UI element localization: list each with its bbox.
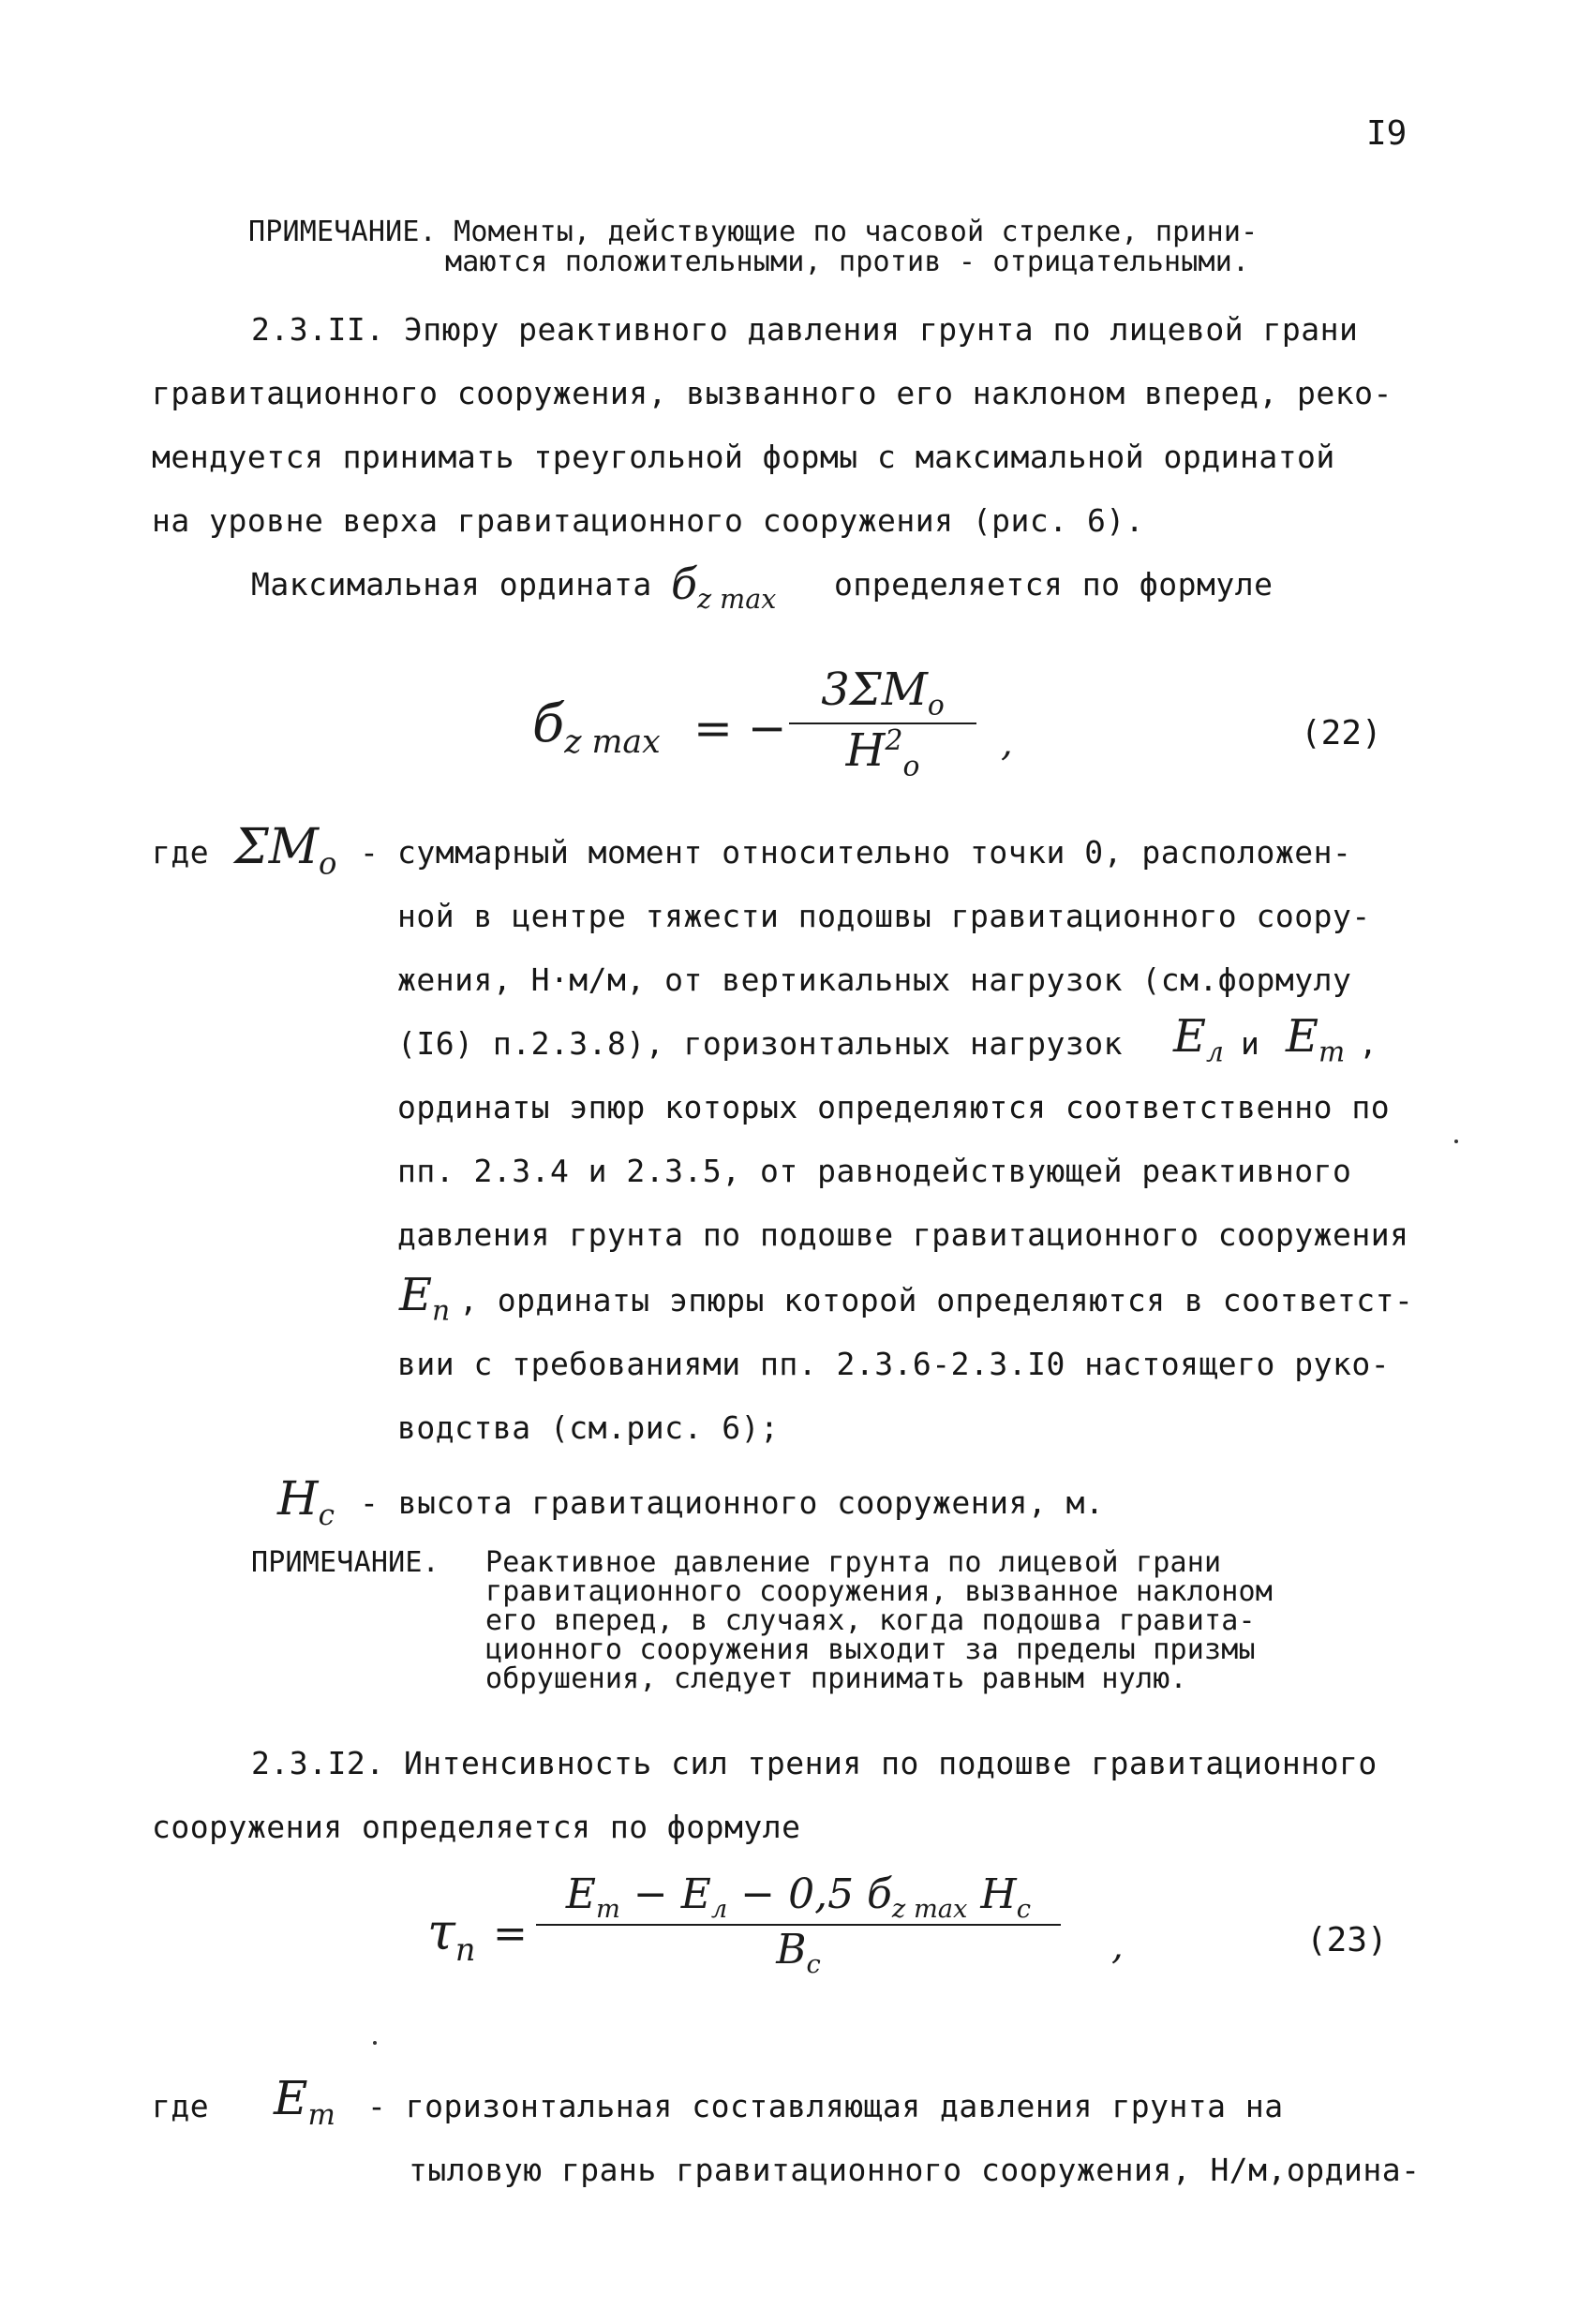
formula-23-tau: τ bbox=[427, 1902, 455, 1961]
e-l-sub: л bbox=[1206, 1035, 1224, 1069]
where-1-line-9: вии с требованиями пп. 2.3.6-2.3.I0 настоящего руко- bbox=[397, 1346, 1391, 1382]
formula-22-number: (22) bbox=[1301, 714, 1382, 752]
where-2-line-2: тыловую грань гравитационного сооружения, Н/м,ордина- bbox=[409, 2152, 1421, 2188]
formula-23-number: (23) bbox=[1306, 1921, 1388, 1959]
where-1-line-5: ординаты эпюр которых определяются соответственно по bbox=[397, 1089, 1391, 1125]
e-l-symbol bbox=[1173, 1010, 1224, 1069]
para-2-3-12-line-1: 2.3.I2. Интенсивность сил трения по подошве гравитационного bbox=[251, 1745, 1378, 1781]
where-1-line-6: пп. 2.3.4 и 2.3.5, от равнодействующей реактивного bbox=[397, 1153, 1352, 1189]
formula-23-num-sub-4: c bbox=[1016, 1894, 1032, 1924]
where-1-line-4-end: , bbox=[1359, 1025, 1378, 1062]
e-t-sub: т bbox=[1318, 1035, 1346, 1069]
formula-23-num-e: E bbox=[565, 1870, 597, 1918]
formula-22-numerator-sub: o bbox=[927, 689, 945, 723]
where-1-dash: - bbox=[360, 834, 380, 871]
formula-22-comma: , bbox=[1001, 722, 1013, 765]
formula-23-numerator bbox=[566, 1870, 1031, 1924]
sigma-symbol: б bbox=[671, 559, 698, 609]
note-2-line-3: его вперед, в случаях, когда подошва гравита- bbox=[485, 1604, 1256, 1637]
formula-23-fraction bbox=[536, 1870, 1061, 1979]
formula-23-num-sub-2: л bbox=[710, 1894, 728, 1924]
formula-22-numerator bbox=[821, 663, 945, 723]
where-label-1: где bbox=[152, 834, 210, 871]
formula-22-denominator-sup: 2 bbox=[885, 723, 903, 757]
hc-sub: c bbox=[318, 1498, 335, 1532]
e-p-symbol bbox=[399, 1269, 450, 1328]
hc-letter: H bbox=[277, 1471, 319, 1526]
formula-22-equals: = − bbox=[693, 701, 787, 755]
where-1-line-1: суммарный момент относительно точки 0, расположен- bbox=[397, 834, 1352, 871]
where-1-line-2: ной в центре тяжести подошвы гравитационного соору- bbox=[397, 898, 1371, 934]
formula-23-num-minus: − E bbox=[619, 1870, 711, 1918]
formula-23-denominator bbox=[776, 1926, 821, 1979]
scan-speck bbox=[1454, 1140, 1458, 1143]
e-t-symbol-2 bbox=[274, 2071, 335, 2132]
where-1-line-10: водства (см.рис. 6); bbox=[397, 1409, 780, 1446]
where-1-line-4: (I6) п.2.3.8), горизонтальных нагрузок bbox=[397, 1025, 1123, 1062]
formula-23-num-h: H bbox=[967, 1870, 1017, 1918]
formula-22-sigma: б bbox=[532, 693, 565, 754]
sum-mo-symbol bbox=[234, 819, 336, 881]
formula-23-lhs-sub: п bbox=[454, 1930, 476, 1968]
formula-22-denominator bbox=[846, 724, 920, 783]
scan-speck bbox=[373, 2041, 377, 2045]
note-2-line-4: ционного сооружения выходит за пределы призмы bbox=[485, 1633, 1256, 1666]
para-2-3-11-line-3: мендуется принимать треугольной формы с максимальной ординатой bbox=[152, 439, 1335, 475]
hc-definition: - высота гравитационного сооружения, м. bbox=[360, 1484, 1105, 1521]
e-t-2-sub: т bbox=[307, 2098, 335, 2132]
hc-symbol bbox=[277, 1471, 335, 1532]
e-p-letter: E bbox=[399, 1269, 433, 1321]
page-number: I9 bbox=[1366, 114, 1408, 153]
formula-23-den-b: B bbox=[776, 1925, 807, 1974]
formula-22-denominator-text: H bbox=[845, 723, 886, 777]
para-2-3-12-line-2: сооружения определяется по формуле bbox=[152, 1809, 801, 1845]
formula-22-denominator-sub: o bbox=[902, 750, 920, 783]
note-2-label: ПРИМЕЧАНИЕ. bbox=[251, 1546, 439, 1579]
sum-mo-text: ΣM bbox=[234, 819, 320, 875]
where-1-and: и bbox=[1241, 1025, 1260, 1062]
where-1-line-7: давления грунта по подошве гравитационного сооружения bbox=[397, 1216, 1409, 1253]
where-label-2: где bbox=[152, 2088, 210, 2124]
formula-23-lhs bbox=[427, 1902, 475, 1968]
note-2-line-5: обрушения, следует принимать равным нулю. bbox=[485, 1662, 1187, 1695]
formula-22-numerator-text: 3ΣM bbox=[821, 663, 928, 716]
note-1-line-1: ПРИМЕЧАНИЕ. Моменты, действующие по часовой стрелке, прини- bbox=[248, 216, 1259, 248]
where-2-line-1: - горизонтальная составляющая давления грунта на bbox=[367, 2088, 1284, 2124]
formula-22-lhs bbox=[532, 693, 661, 761]
para-2-3-11-line-2: гравитационного сооружения, вызванного его наклоном вперед, реко- bbox=[152, 375, 1393, 411]
where-1-line-3: жения, Н·м/м, от вертикальных нагрузок (см.формулу bbox=[397, 961, 1352, 998]
note-2-line-1: Реактивное давление грунта по лицевой грани bbox=[485, 1546, 1222, 1579]
formula-23-den-sub: c bbox=[806, 1949, 821, 1979]
para-2-3-11-line-4: на уровне верха гравитационного сооружения (рис. 6). bbox=[152, 502, 1145, 539]
e-t-2-letter: E bbox=[274, 2071, 308, 2125]
formula-23-num-sub-3: z max bbox=[891, 1894, 968, 1924]
e-p-sub: п bbox=[432, 1294, 451, 1328]
max-ordinate-tail: определяется по формуле bbox=[834, 566, 1274, 603]
formula-23-equals: = bbox=[493, 1910, 528, 1958]
e-l-letter: E bbox=[1173, 1010, 1207, 1063]
e-t-letter: E bbox=[1286, 1010, 1319, 1063]
formula-22-fraction bbox=[789, 663, 976, 782]
formula-23-num-sub-1: т bbox=[596, 1894, 620, 1924]
sigma-subscript: z max bbox=[697, 584, 777, 616]
para-2-3-11-line-1: 2.3.II. Эпюру реактивного давления грунта по лицевой грани bbox=[251, 311, 1359, 348]
formula-23-num-rest: − 0,5 б bbox=[727, 1870, 892, 1918]
sigma-z-max-symbol bbox=[671, 559, 776, 615]
formula-22-lhs-sub: z max bbox=[564, 723, 661, 762]
note-1-line-2: маются положительными, против - отрицательными. bbox=[445, 246, 1250, 278]
note-2-line-2: гравитационного сооружения, вызванное наклоном bbox=[485, 1575, 1274, 1608]
formula-23-comma: , bbox=[1111, 1925, 1124, 1968]
sum-mo-sub: o bbox=[319, 845, 337, 882]
e-t-symbol bbox=[1286, 1010, 1345, 1069]
max-ordinate-text: Максимальная ордината bbox=[251, 566, 652, 603]
where-1-line-8: , ординаты эпюры которой определяются в соответст- bbox=[459, 1282, 1414, 1318]
